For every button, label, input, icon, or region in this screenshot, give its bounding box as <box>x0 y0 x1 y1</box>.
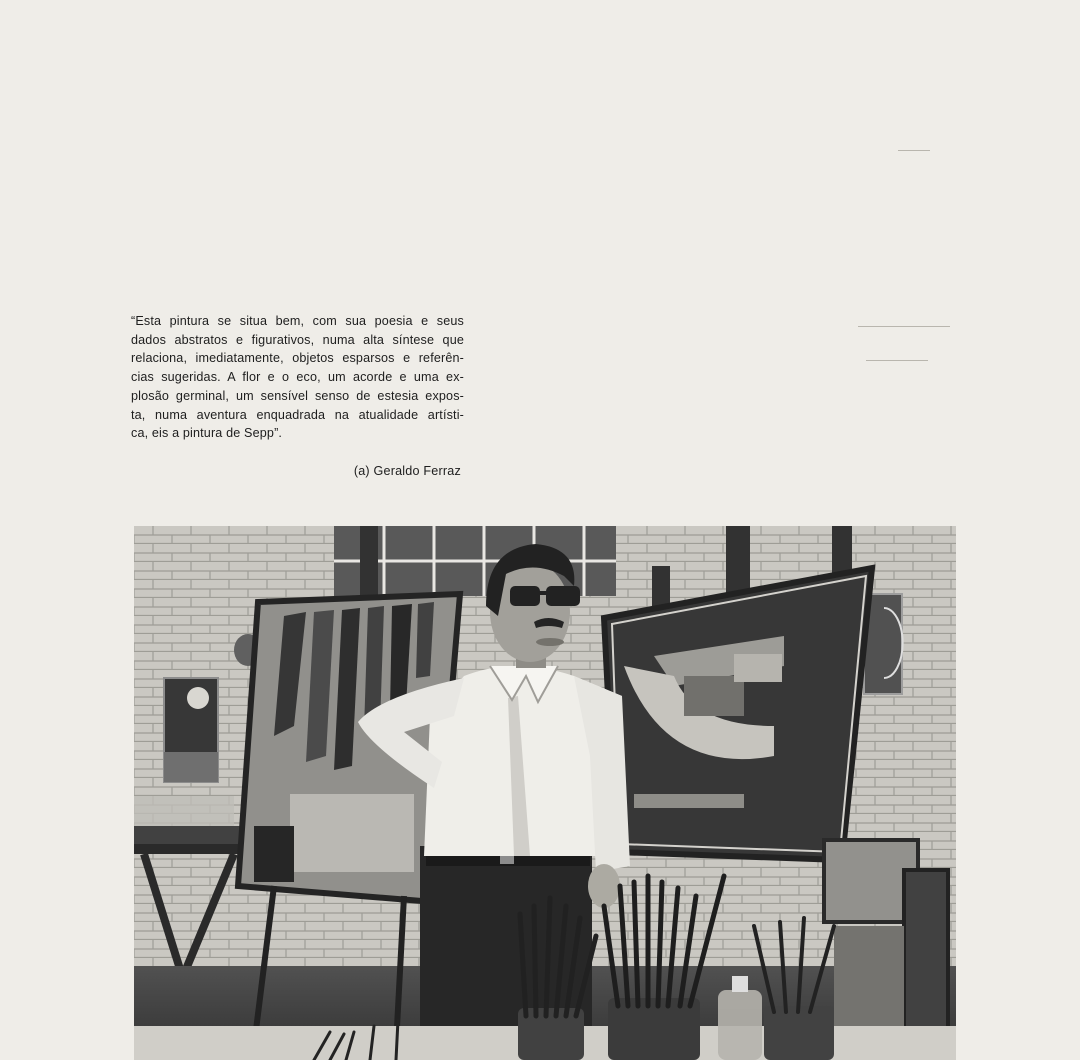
paper-speck <box>866 360 928 361</box>
quote-block <box>131 312 464 443</box>
quote-line: cias sugeridas. A flor e o eco, um acorde e uma ex- <box>131 370 464 385</box>
quote-line: plosão germinal, um sensível senso de estesia expos- <box>131 388 464 403</box>
artist-studio-photo <box>134 526 956 1060</box>
paper-speck <box>898 150 930 151</box>
quote-line: “Esta pintura se situa bem, com sua poesia e seus <box>131 314 464 328</box>
quote-line: relaciona, imediatamente, objetos esparsos e referên- <box>131 351 464 366</box>
quote-line: ta, numa aventura enquadrada na atualidade artísti- <box>131 407 464 422</box>
quote-attribution: (a) Geraldo Ferraz <box>353 464 461 478</box>
paper-speck <box>858 326 950 327</box>
quote-line: dados abstratos e figurativos, numa alta síntese que <box>131 332 464 347</box>
quote-line: ca, eis a pintura de Sepp”. <box>131 426 283 441</box>
